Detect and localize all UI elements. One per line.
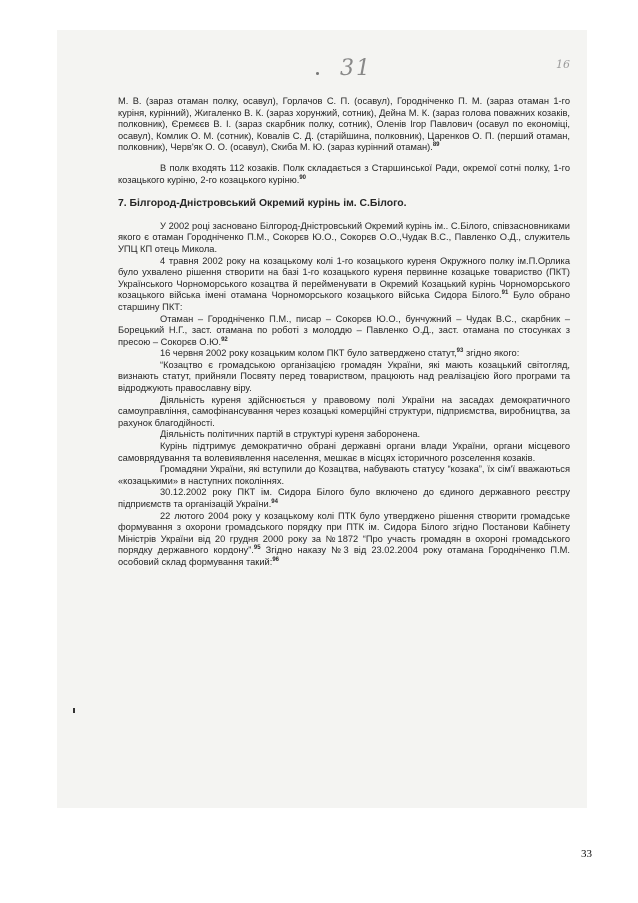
paragraph-continuation: М. В. (зараз отаман полку, осавул), Горлачов С. П. (осавул), Городніченко П. М. (зараз отаман 1-го куріня, курінний), Жигаленко В. К. (зараз хорунжий, сотник), Дейна М. К. (зараз голова поважних козаків, полковник), Єремєєв В. І. (зараз скарбник полку, сотник), Оленів Ігор Павлович (осавул по економіці, осавул), Комлик О. М. (сотник), Ковалів С. Д. (старійшина, полковник), Царенков О. П. (перший отаман, полковник), Черв'як О. О. (осавул), Скиба М. Ю. (зараз курінний отаман).$^{89}$ bbox=[118, 96, 570, 153]
paragraph-founding: У 2002 році засновано Білгород-Дністровський Окремий курінь ім.. С.Білого, співзасновниками якого є отаман Городніченко П.М., Сокорєв Ю.О., Сокорєв О.О.,Чудак В.С., Павленко О.Д., служитель УПЦ КП отець Микола. bbox=[118, 220, 570, 254]
footnote-ref: 89 bbox=[432, 142, 440, 149]
footnote-ref: 96 bbox=[272, 556, 279, 563]
paragraph-may: 4 травня 2002 року на козацькому колі 1-го козацького куреня Окружного полку ім.П.Орлика було ухвалено рішення створити на базі 1-го козацького куреня первинне козацьке товариство (ПКТ) Українського Чорноморського козацтва й перейменувати в Окремий Козацький курінь Чорноморського козацького війська імені отамана Чорноморського козацького війська Сидора Білого.$^{91}$ Було обрано старшину ПКТ: bbox=[118, 255, 571, 312]
section-heading: 7. Білгород-Дністровський Окремий курінь ім. С.Білого. bbox=[118, 198, 407, 210]
paragraph-regiment: В полк входять 112 козаків. Полк складається з Старшинської Ради, окремої сотні полку, 1-го козацького куріню, 2-го козацького куріню.$^{90}$ bbox=[118, 162, 570, 185]
paragraph-officers: Отаман – Городніченко П.М., писар – Сокорєв Ю.О., бунчужний – Чудак В.С., скарбник – Борецький Н.Г., заст. отамана по роботі з молоддю – Павленко О.Д., заст. отамана по стосунках з пресою – Сокорєв О.Ю.$^{92}$ bbox=[118, 313, 570, 347]
scan-margin-mark bbox=[73, 708, 75, 713]
handwritten-corner-number: 16 bbox=[556, 58, 570, 71]
footnote-ref: 91 bbox=[501, 290, 509, 297]
scan-dot-mark bbox=[316, 72, 319, 75]
page-number: 33 bbox=[581, 848, 592, 860]
footnote-ref: 90 bbox=[299, 174, 307, 181]
paragraph-february: 22 лютого 2004 року у козацькому колі ПТК було утверджено рішення створити громадське формування з охорони громадського порядку при ПТК ім. Сидора Білого згідно Постанови Кабінету Міністрів України від 20 грудня 2000 року за №1872 “Про участь громадян в охороні громадського порядку державного кордону”.$^{95}$ Згідно наказу №3 від 23.02.2004 року отамана Городніченко П.М. особовий склад формування такий:$^{96}$ bbox=[118, 510, 570, 567]
paragraph-june: 16 червня 2002 року козацьким колом ПКТ було затверджено статут,$^{93}$ згідно якого: bbox=[160, 348, 520, 359]
footnote-ref: 92 bbox=[221, 336, 228, 343]
paragraph-registry: 30.12.2002 року ПКТ ім. Сидора Білого було включено до єдиного державного реєстру підприємств та організацій України.$^{94}$ bbox=[118, 487, 570, 509]
quote-paragraph: Курінь підтримує демократично обрані державні органи влади України, органи місцевого самоврядування та волевиявлення населення, мешкає в місцях історичного розселення козаків. bbox=[118, 441, 570, 463]
handwritten-page-number: 31 bbox=[340, 56, 372, 81]
quote-paragraph: Діяльність політичних партій в структурі куреня заборонена. bbox=[160, 429, 421, 440]
quote-paragraph: “Козацтво є громадською організацією громадян України, які мають козацький світогляд, визнають статут, прийняли Посвяту перед товариством, працюють над реалізацією його програми та відроджують православну віру. bbox=[118, 359, 570, 394]
footnote-ref: 94 bbox=[271, 498, 278, 505]
footnote-ref: 95 bbox=[253, 545, 261, 552]
footnote-ref: 93 bbox=[456, 348, 464, 355]
quote-paragraph: Діяльність куреня здійснюється у правовому полі України на засадах демократичного самоуправління, самофінансування через козацькі комерційні структури, підприємства, виробництва, за рахунок благодійності. bbox=[118, 394, 570, 428]
quote-paragraph: Громадяни України, які вступили до Козацтва, набувають статусу “козака”, їх сім'ї вважаються «козацькими» в наступних поколіннях. bbox=[118, 464, 570, 486]
document-body bbox=[118, 96, 570, 569]
